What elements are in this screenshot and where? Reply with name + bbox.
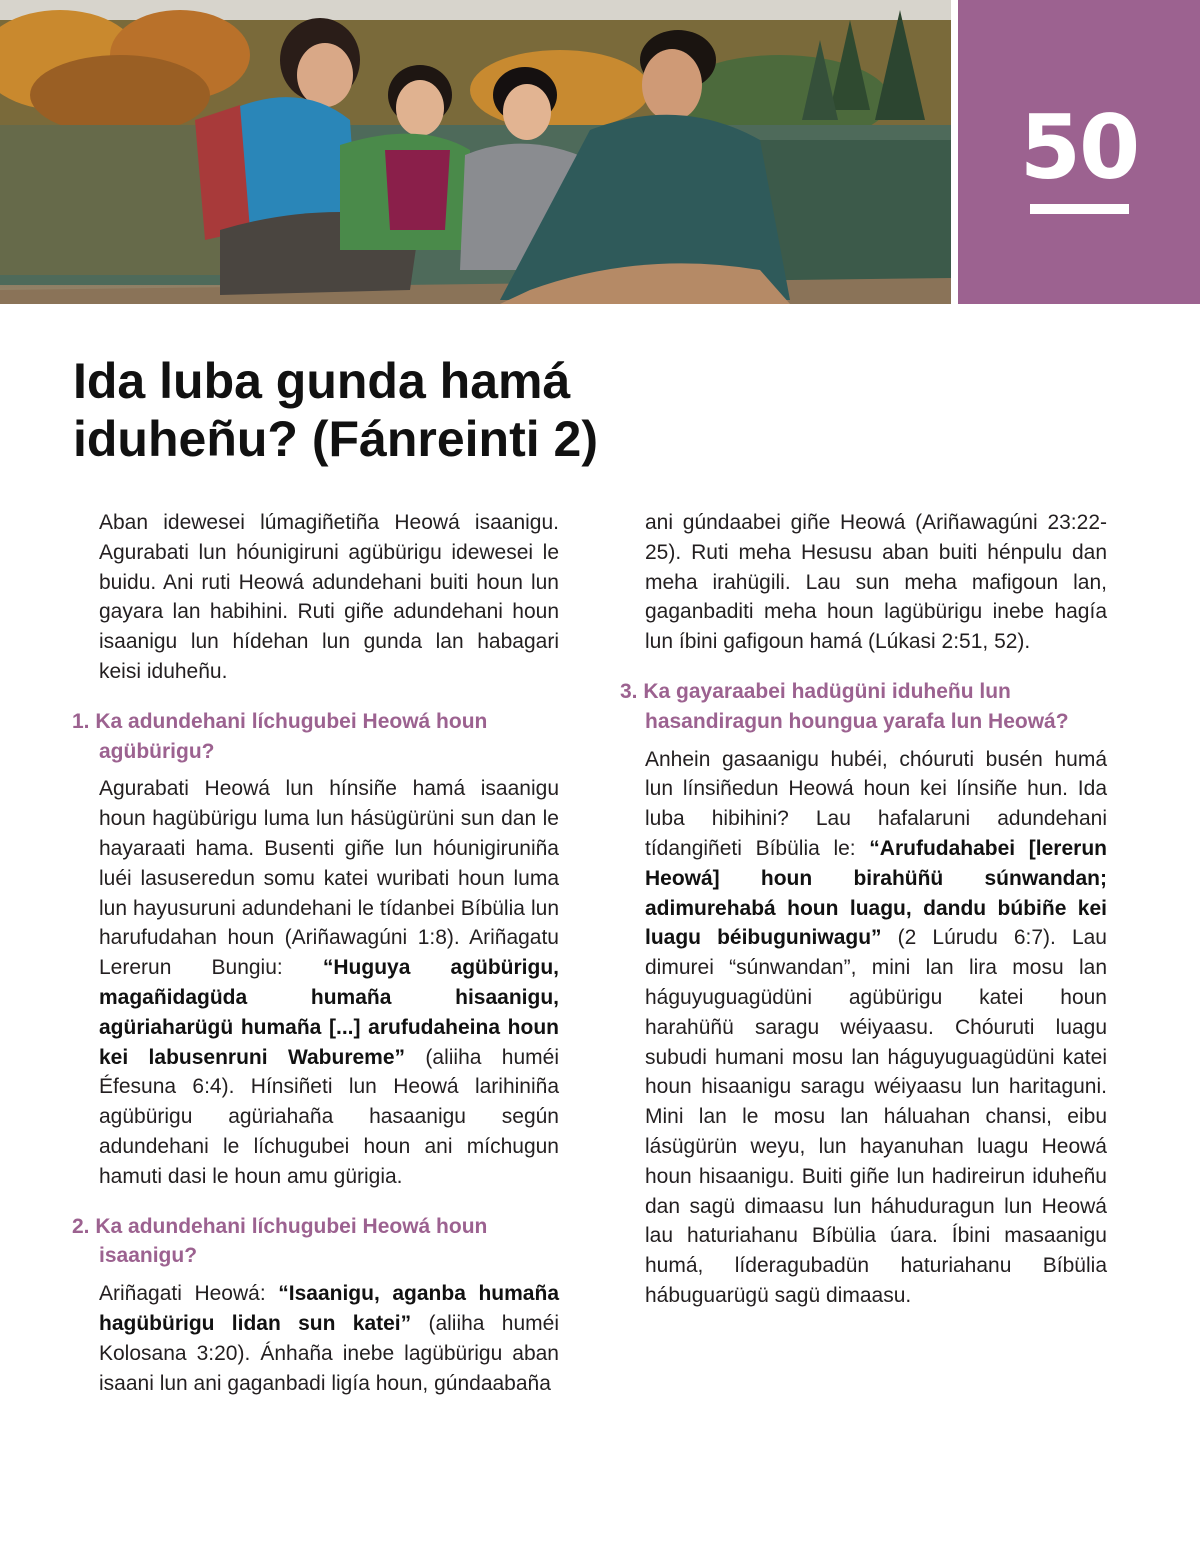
header <box>0 0 1200 304</box>
question-1-heading: 1. Ka adundehani líchugubei Heowá houn agübürigu? <box>72 709 488 763</box>
question-2-paragraph-continued: ani gúndaabei giñe Heowá (Ariñawagúni 23:22-25). Ruti meha Hesusu aban buiti hénpulu dan meha irahügili. Lau sun meha mafigoun lan, gaganbaditi meha houn lagübürigu inebe hagía lun íbini gafigoun hamá (Lúkasi 2:51, 52). <box>645 511 1107 654</box>
q3-scripture-quote: “Arufudahabei [lererun Heowá] houn birahüñü súnwandan; adimurehabá houn luagu, dandu búbiñe kei luagu béibuguniwagu” <box>645 836 1107 950</box>
q3-text-after: (2 Lúrudu 6:7). Lau dimurei “súnwandan”, mini lan lira mosu lan háguyuguagüdüni agübürigu katei houn harahüñü saragu wéiyaasu. Chóuruti luagu subudi humani mosu lan háguyuguagüdüni katei houn hisaanigu saragu wéiyaasu lun haritaguni. Mini lan le mosu lan háluahan chansi, eibu lásügürün weyu, lun hayanuhan luagu Heowá houn hisaanigu. Buiti giñe lun hadireirun iduheñu dan sagü dimaasu lun háhuduragun lun Heowá lau haturiahanu Bíbülia úara. Íbini masaanigu humá, líderagubadün haturiahanu Bíbülia hábuguarügü sagü dimaasu. <box>645 926 1107 1307</box>
lesson-number: 50 <box>1019 96 1139 199</box>
intro-paragraph: Aban idewesei lúmagiñetiña Heowá isaanigu. Agurabati lun hóunigiruni agübürigu idewesei le buidu. Ani ruti Heowá adundehani buiti houn lun gayara lan habihini. Ruti giñe adundehani houn isaanigu lun hídehan lun gunda lan habagari keisi iduheñu. <box>99 511 559 683</box>
q1-text-before: Agurabati Heowá lun hínsiñe hamá isaanigu houn hagübürigu luma lun hásügürüni sun dan le hayaraati hama. Busenti giñe lun hóunigiruniña luéi lasuseredun somu katei wuribati houn luma lun hayusuruni adundehani le tídanbei Bíbülia lun harufudahan houn (Ariñawagúni 1:8). Ariñagatu Lererun Bungiu: <box>99 777 559 980</box>
q3-text-before: Anhein gasaanigu hubéi, chóuruti busén humá lun línsiñedun Heowá houn kei línsiñe hun. Ida luba hibihini? Lau hafalaruni adundehani tídangiñeti Bíbülia le: <box>645 747 1107 860</box>
q2-text-before: Ariñagati Heowá: <box>99 1282 279 1306</box>
question-3-heading: 3. Ka gayaraabei hadügüni iduheñu lun hasandiragun houngua yarafa lun Heowá? <box>620 679 1069 733</box>
q2-text-after: (aliiha huméi Kolosana 3:20). Ánhaña inebe lagübürigu aban isaani lun ani gaganbadi ligía houn, gúndaabaña <box>99 1311 559 1395</box>
q1-scripture-quote: “Huguya agübürigu, magañidagüda humaña hisaanigu, agüriaharügü humaña [...] arufudaheina houn kei labusenruni Wabureme” <box>99 956 559 1069</box>
right-column <box>620 508 1107 1325</box>
left-column <box>72 508 559 1412</box>
q1-text-after: (aliiha huméi Éfesuna 6:4). Hínsiñeti lun Heowá larihiniña agübürigu agüriahaña hasaanigu según adundehani le líchugubei houn ani míchugun hamuti dasi le houn amu gürigia. <box>99 1045 559 1188</box>
question-2-paragraph <box>99 1279 559 1398</box>
lesson-number-underline <box>1030 204 1129 214</box>
page-title: Ida luba gunda hamá iduheñu? (Fánreinti 2) <box>73 353 598 467</box>
photo-illustration <box>0 0 951 304</box>
question-3-paragraph <box>645 745 1107 1311</box>
lesson-number-box <box>958 0 1200 304</box>
q2-scripture-quote: “Isaanigu, aganba humaña hagübürigu lidan sun katei” <box>99 1282 559 1335</box>
question-1-paragraph <box>99 774 559 1191</box>
question-2-heading: 2. Ka adundehani líchugubei Heowá houn isaanigu? <box>72 1214 488 1268</box>
family-photo <box>0 0 951 304</box>
